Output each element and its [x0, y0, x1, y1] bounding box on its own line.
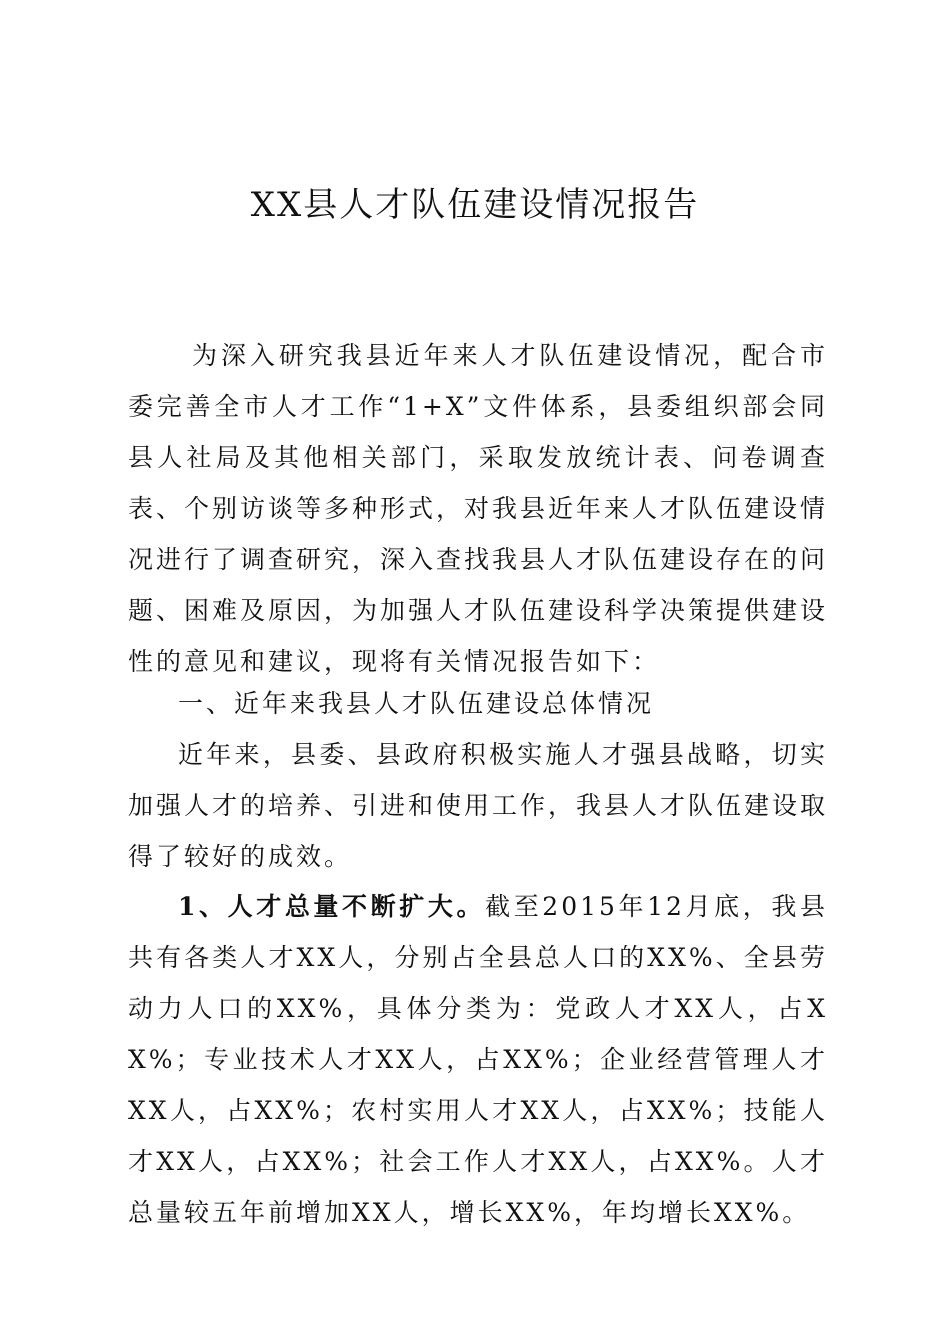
item-lead-text: 1、人才总量不断扩大。 [178, 892, 486, 921]
item-paragraph [128, 881, 828, 1238]
item-body-text: 截至2015年12月底，我县共有各类人才XX人，分别占全县总人口的XX%、全县劳动力人口的XX%，具体分类为：党政人才XX人，占XX%；专业技术人才XX人，占XX%；企业经营管理人才XX人，占XX%；农村实用人才XX人，占XX%；技能人才XX人，占XX%；社会工作人才XX人，占XX%。人才总量较五年前增加XX人，增长XX%，年均增长XX%。 [128, 892, 828, 1227]
intro-paragraph: 为深入研究我县近年来人才队伍建设情况，配合市委完善全市人才工作“1+X”文件体系，县委组织部会同县人社局及其他相关部门，采取发放统计表、问卷调查表、个别访谈等多种形式，对我县近年来人才队伍建设情况进行了调查研究，深入查找我县人才队伍建设存在的问题、困难及原因，为加强人才队伍建设科学决策提供建设性的意见和建议，现将有关情况报告如下： [128, 341, 829, 676]
document-title: XX县人才队伍建设情况报告 [250, 185, 700, 225]
overview-paragraph: 近年来，县委、县政府积极实施人才强县战略，切实加强人才的培养、引进和使用工作，我县人才队伍建设取得了较好的成效。 [128, 740, 829, 871]
section-heading: 一、近年来我县人才队伍建设总体情况 [178, 689, 655, 718]
